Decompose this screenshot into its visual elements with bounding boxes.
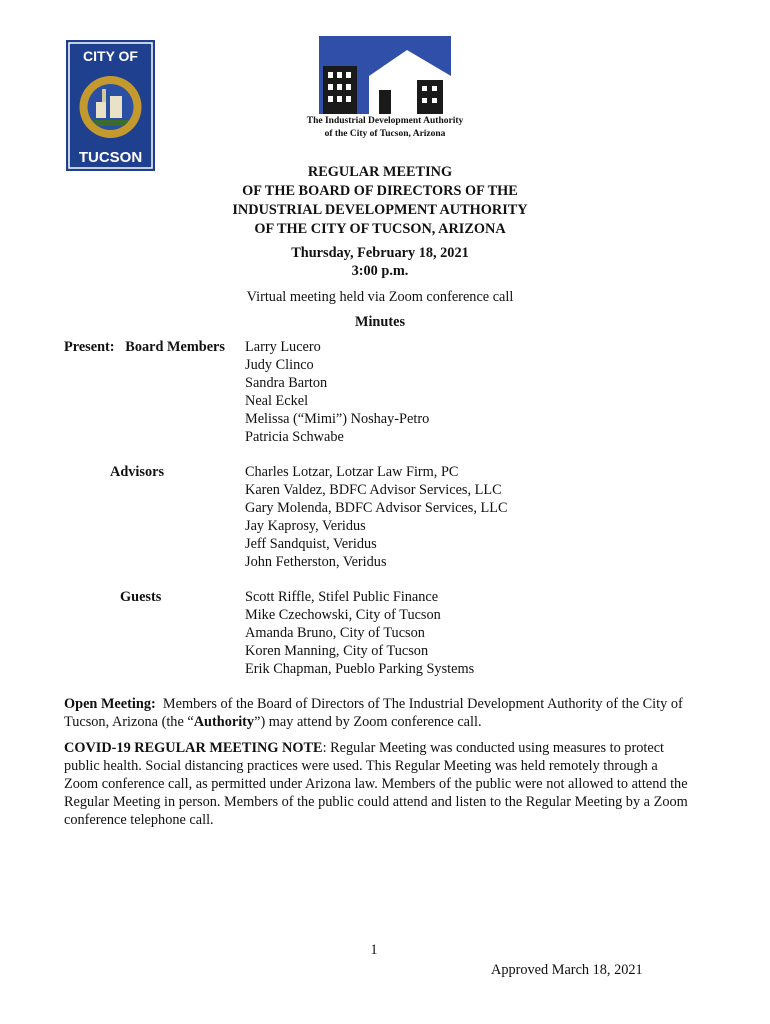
open-meeting-text-before: Members of the Board of Directors of The Industrial Development Authority of the City of Tucson, Arizona (the “ <box>64 696 683 730</box>
covid-note-paragraph <box>64 739 694 829</box>
ida-building-logo <box>319 36 451 114</box>
page-number: 1 <box>370 942 378 958</box>
city-of-tucson-seal-logo <box>66 40 155 171</box>
open-meeting-text-after: ”) may attend by Zoom conference call. <box>254 714 482 730</box>
list-item: Koren Manning, City of Tucson <box>245 643 429 659</box>
title-line2: OF THE BOARD OF DIRECTORS OF THE <box>242 183 518 199</box>
open-meeting-heading: Open Meeting: <box>64 696 156 712</box>
board-members-list <box>245 338 429 446</box>
list-item: Jay Kaprosy, Veridus <box>245 518 366 534</box>
list-item: Judy Clinco <box>245 357 314 373</box>
authority-term: Authority <box>193 714 255 730</box>
list-item: John Fetherston, Veridus <box>245 554 387 570</box>
open-meeting-paragraph <box>64 695 694 731</box>
title-line1: REGULAR MEETING <box>307 164 453 180</box>
list-item: Mike Czechowski, City of Tucson <box>245 607 441 623</box>
document-title <box>160 163 600 239</box>
title-line3: INDUSTRIAL DEVELOPMENT AUTHORITY <box>232 202 528 218</box>
covid-note-text: : Regular Meeting was conducted using measures to protect public health. Social distancing practices were used. This Regular Meeting was held remotely through a Zoom conference call, as permitted under Arizona law. Members of the public were not allowed to attend the Regular Meeting in person. Members of the public could attend and listen to the Regular Meeting by a Zoom conference telephone call. <box>64 740 688 828</box>
list-item: Amanda Bruno, City of Tucson <box>245 625 425 641</box>
list-item: Larry Lucero <box>245 339 321 355</box>
seal-bottom-text: TUCSON <box>78 149 143 166</box>
title-line4: OF THE CITY OF TUCSON, ARIZONA <box>254 221 506 237</box>
ida-caption-line1: The Industrial Development Authority <box>306 116 464 126</box>
covid-note-heading: COVID-19 REGULAR MEETING NOTE <box>64 740 323 756</box>
list-item: Jeff Sandquist, Veridus <box>245 536 377 552</box>
meeting-time: 3:00 p.m. <box>351 263 409 279</box>
list-item: Scott Riffle, Stifel Public Finance <box>245 589 439 605</box>
list-item: Charles Lotzar, Lotzar Law Firm, PC <box>245 464 459 480</box>
list-item: Karen Valdez, BDFC Advisor Services, LLC <box>245 482 502 498</box>
meeting-venue: Virtual meeting held via Zoom conference call <box>246 289 514 305</box>
list-item: Sandra Barton <box>245 375 328 391</box>
list-item: Erik Chapman, Pueblo Parking Systems <box>245 661 475 677</box>
list-item: Neal Eckel <box>245 393 309 409</box>
list-item: Melissa (“Mimi”) Noshay-Petro <box>245 411 430 427</box>
meeting-date: Thursday, February 18, 2021 <box>291 245 469 261</box>
approval-date: Approved March 18, 2021 <box>491 962 643 978</box>
document-type: Minutes <box>354 314 406 330</box>
guests-list <box>245 588 474 678</box>
present-word: Present: <box>64 339 115 355</box>
ida-caption-line2: of the City of Tucson, Arizona <box>324 129 446 139</box>
guests-label: Guests <box>120 589 162 605</box>
seal-top-text: CITY OF <box>83 48 138 64</box>
advisors-label: Advisors <box>110 464 165 480</box>
list-item: Gary Molenda, BDFC Advisor Services, LLC <box>245 500 508 516</box>
advisors-list <box>245 463 507 571</box>
present-label <box>64 338 225 356</box>
list-item: Patricia Schwabe <box>245 429 344 445</box>
board-members-label: Board Members <box>125 339 225 355</box>
ida-logo-caption <box>270 115 500 141</box>
